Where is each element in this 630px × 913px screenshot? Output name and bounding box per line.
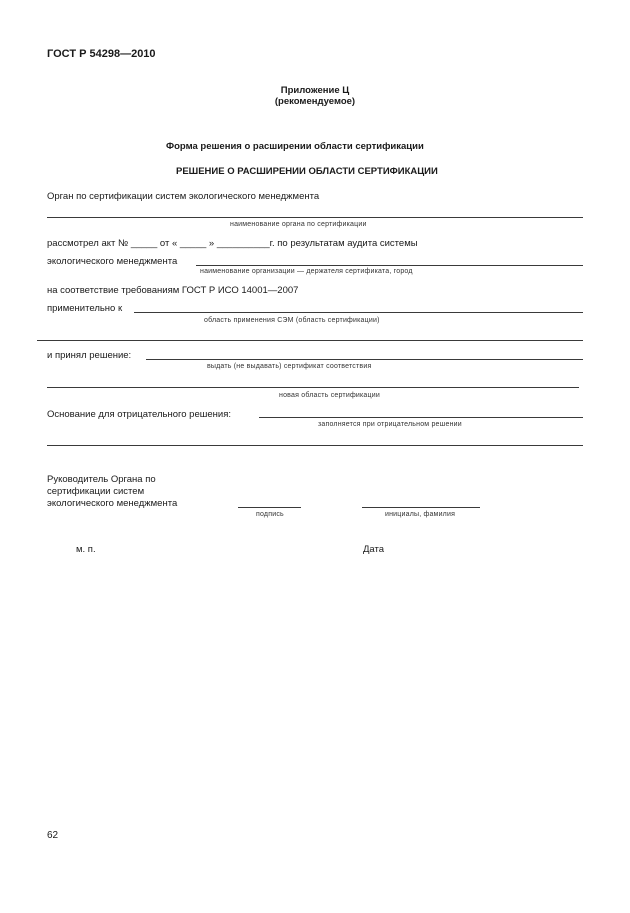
form-title: Форма решения о расширении области сертификации	[166, 141, 424, 152]
new-scope-caption: новая область сертификации	[279, 392, 380, 399]
stamp-label: м. п.	[76, 544, 96, 555]
form-heading: РЕШЕНИЕ О РАСШИРЕНИИ ОБЛАСТИ СЕРТИФИКАЦИИ	[176, 166, 438, 177]
scope-line[interactable]	[134, 312, 583, 313]
decision-caption: выдать (не выдавать) сертификат соответствия	[207, 363, 372, 370]
name-caption: инициалы, фамилия	[385, 511, 456, 518]
decision-label: и принял решение:	[47, 350, 132, 361]
signature-caption: подпись	[256, 511, 284, 518]
standard-number: ГОСТ Р 54298—2010	[47, 48, 156, 60]
negative-line[interactable]	[259, 417, 583, 418]
applied-label: применительно к	[47, 303, 123, 314]
appendix-title: Приложение Ц	[280, 85, 350, 96]
head-line-2: сертификации систем	[47, 486, 145, 497]
new-scope-line[interactable]	[47, 387, 579, 388]
signature-line[interactable]	[238, 507, 301, 508]
date-label: Дата	[363, 544, 385, 555]
page-number: 62	[47, 830, 59, 841]
name-line[interactable]	[362, 507, 480, 508]
appendix-subtitle: (рекомендуемое)	[274, 96, 356, 107]
organ-label: Орган по сертификации систем экологического менеджмента	[47, 191, 320, 202]
negative-label: Основание для отрицательного решения:	[47, 409, 231, 420]
ems-label: экологического менеджмента	[47, 256, 178, 267]
head-line-1: Руководитель Органа по	[47, 474, 156, 485]
decision-line[interactable]	[146, 359, 583, 360]
organization-caption: наименование организации — держателя сертификата, город	[200, 268, 413, 275]
act-line: рассмотрел акт № _____ от « _____ » __________г. по результатам аудита системы	[47, 238, 418, 249]
head-line-3: экологического менеджмента	[47, 498, 178, 509]
negative-caption: заполняется при отрицательном решении	[318, 421, 462, 428]
organization-line[interactable]	[196, 265, 583, 266]
scope-line-2[interactable]	[37, 340, 583, 341]
compliance-text: на соответствие требованиям ГОСТ Р ИСО 14001—2007	[47, 285, 299, 296]
negative-line-2[interactable]	[47, 445, 583, 446]
organ-caption: наименование органа по сертификации	[230, 221, 367, 228]
scope-caption: область применения СЭМ (область сертификации)	[204, 317, 380, 324]
organ-line[interactable]	[47, 217, 583, 218]
